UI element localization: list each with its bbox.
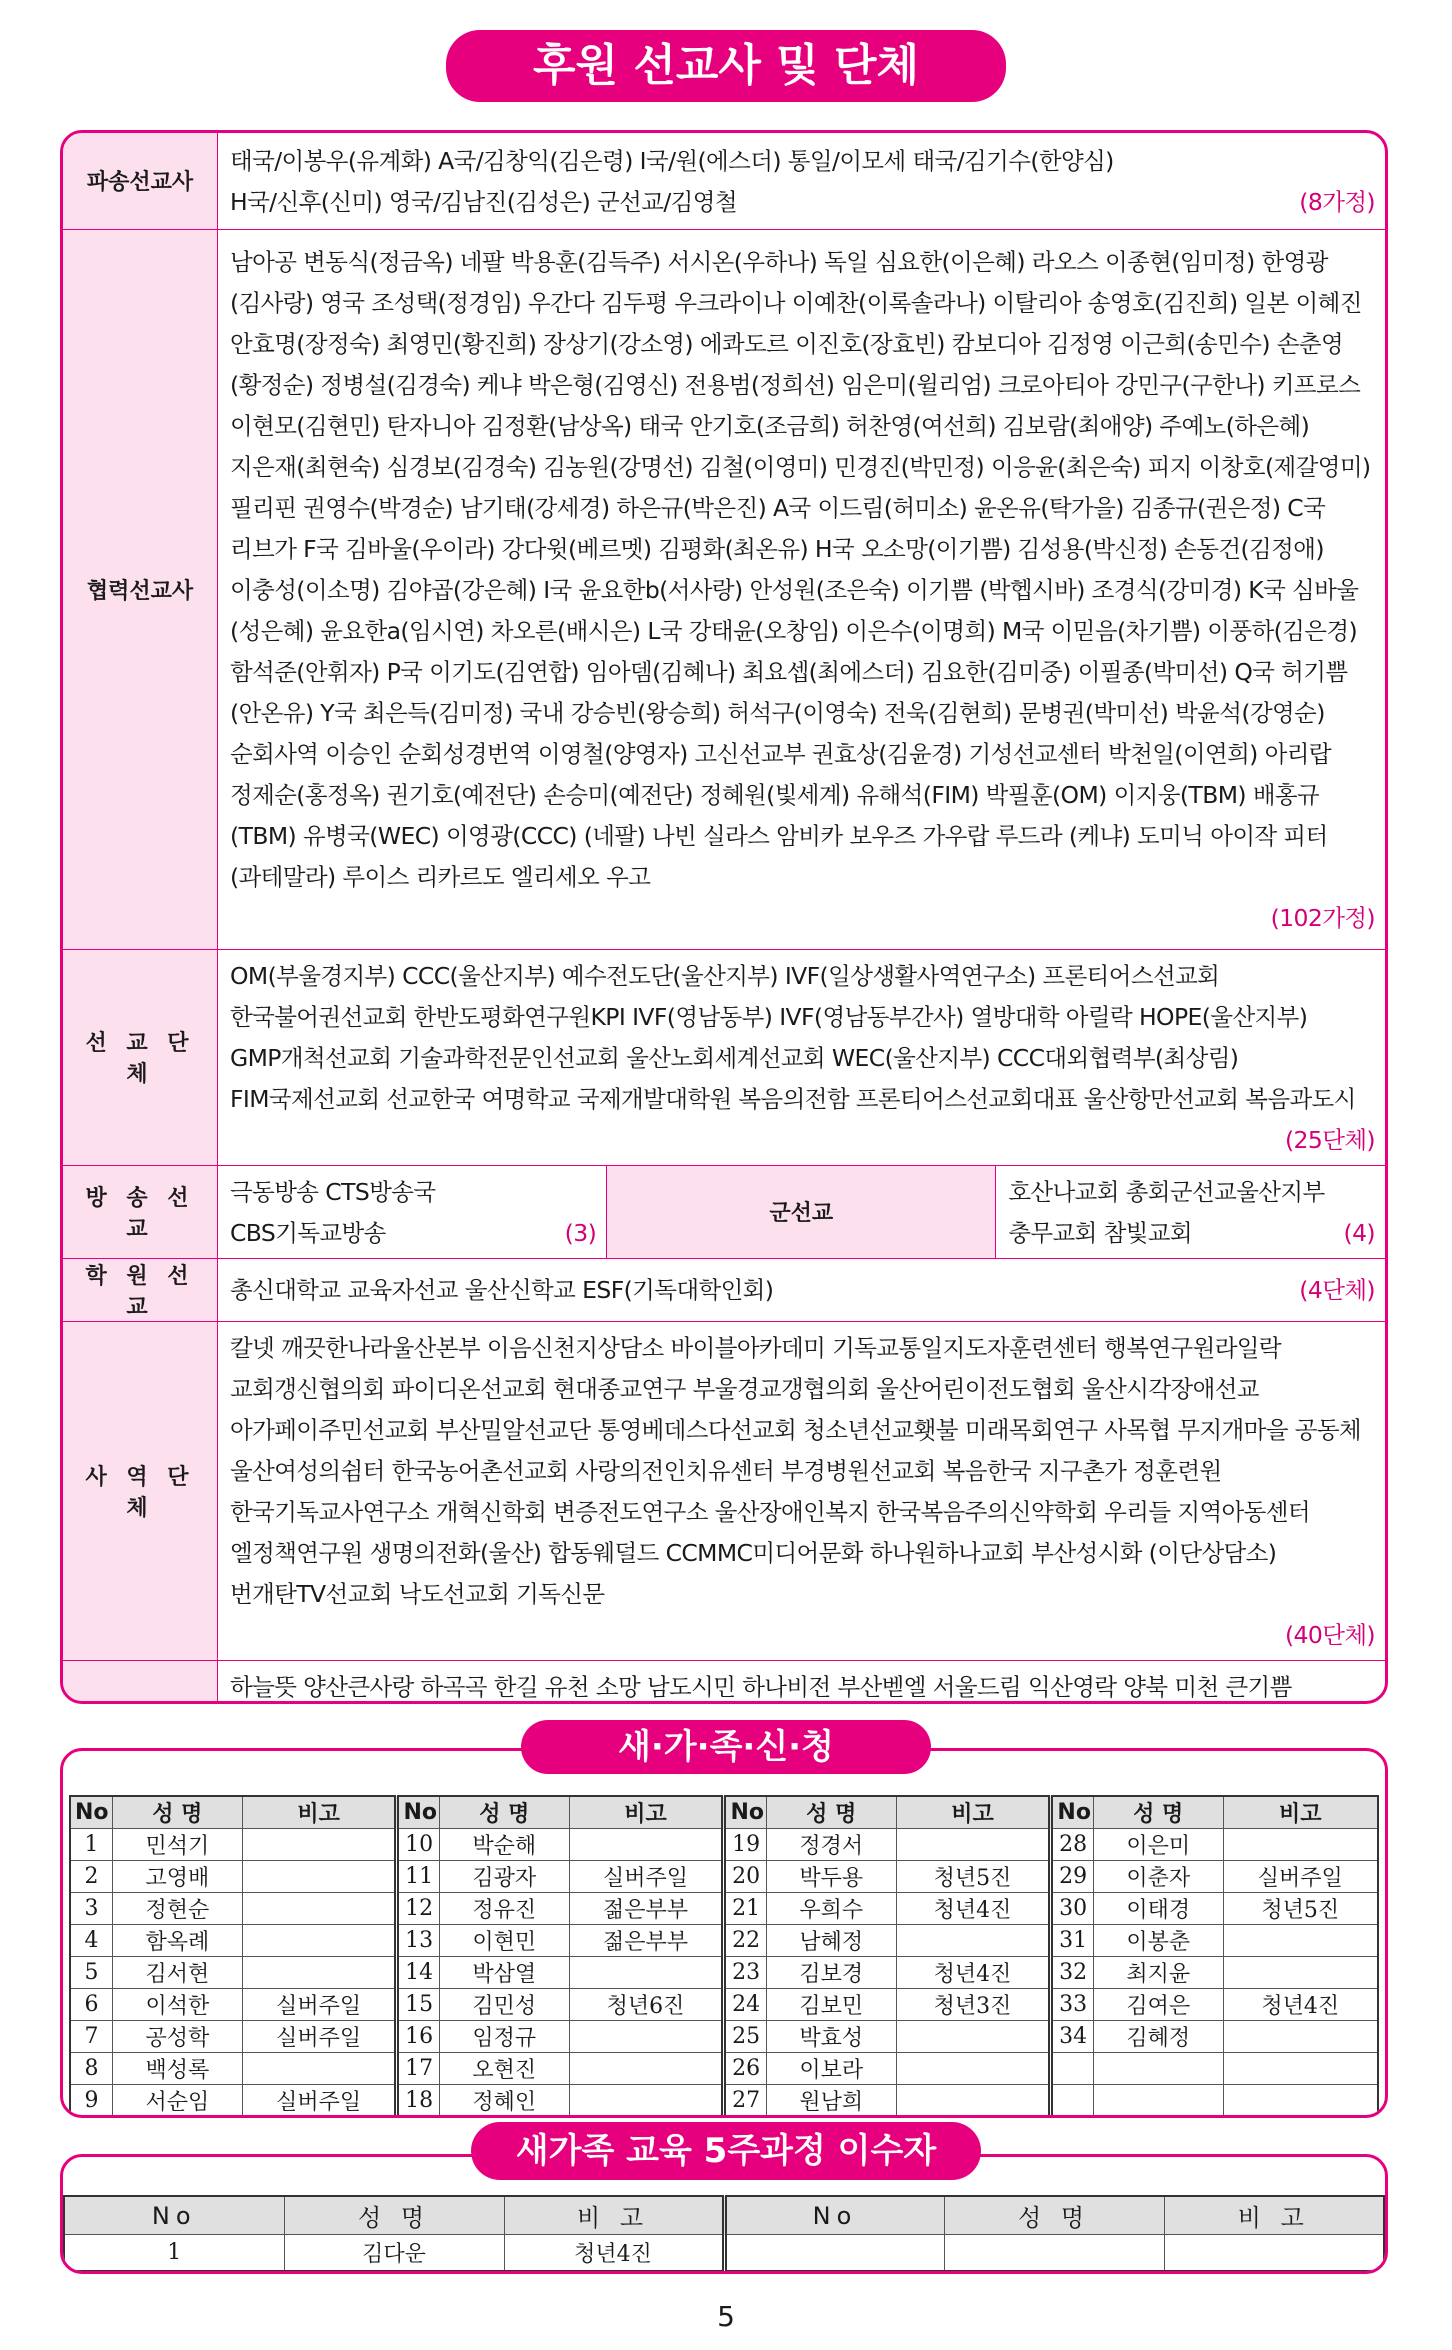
- member-name: 박효성: [766, 2021, 896, 2053]
- member-name: 김여은: [1093, 1989, 1223, 2021]
- member-no: 1: [70, 1829, 112, 1861]
- member-no: 14: [397, 1957, 439, 1989]
- member-note: [1223, 1957, 1378, 1989]
- member-no: 8: [70, 2053, 112, 2085]
- academic-count: (4단체): [1299, 1276, 1375, 1304]
- support-table: [63, 133, 1385, 1704]
- member-no: 34: [1051, 2021, 1093, 2053]
- edu-table: [63, 2195, 1385, 2272]
- edu-col-name: 성 명: [944, 2196, 1164, 2235]
- member-no: 4: [70, 1925, 112, 1957]
- col-no: No: [1051, 1796, 1093, 1829]
- member-name: 이석한: [112, 1989, 242, 2021]
- member-name: [1093, 2085, 1223, 2118]
- member-note: 청년5진: [896, 1861, 1051, 1893]
- member-name: 이은미: [1093, 1829, 1223, 1861]
- edu-title: 새가족 교육 5주과정 이수자: [471, 2122, 981, 2180]
- member-name: 공성학: [112, 2021, 242, 2053]
- dispatched-row: [63, 133, 1385, 229]
- member-name: 원남희: [766, 2085, 896, 2118]
- table-row: [70, 1861, 1378, 1893]
- edu-col-note: 비 고: [504, 2196, 724, 2235]
- col-note: 비고: [242, 1796, 397, 1829]
- member-note: 젊은부부: [569, 1893, 724, 1925]
- member-name: 이현민: [439, 1925, 569, 1957]
- member-name: 김민성: [439, 1989, 569, 2021]
- cooperating-count: (102가정): [1270, 903, 1375, 932]
- member-no: 33: [1051, 1989, 1093, 2021]
- member-note: [569, 1829, 724, 1861]
- orgs-text: OM(부울경지부) CCC(울산지부) 예수전도단(울산지부) IVF(일상생활사역연구소) 프론티어스선교회 한국불어권선교회 한반도평화연구원KPI IVF(영남동부) IVF(영남동부간사) 열방대학 아릴락 HOPE(울산지부) GMP개척선교회 기술과학전문인선교회 울산노회세계선교회 WEC(울산지부) CCC대외협력부(최상림) FIM국제선교회 선교한국 여명학교 국제개발대학원 복음의전함 프론티어스선교회대표 울산항만선교회 복음과도시: [230, 961, 1356, 1113]
- member-no: 16: [397, 2021, 439, 2053]
- edu-col-no: No: [64, 2196, 284, 2235]
- dispatched-line2: H국/신후(신미) 영국/김남진(김성은) 군선교/김영철: [230, 187, 737, 216]
- military-text: 호산나교회 총회군선교울산지부 충무교회 참빛교회: [1008, 1177, 1325, 1247]
- ministry-text: 칼넷 깨끗한나라울산본부 이음신천지상담소 바이블아카데미 기독교통일지도자훈련센터 행복연구원라일락 교회갱신협의회 파이디온선교회 현대종교연구 부울경교갱협의회 울산어린이전도협회 울산시각장애선교 아가페이주민선교회 부산밀알선교단 통영베데스다선교회 청소년선교횃불 미래목회연구 사목협 무지개마을 공동체 울산여성의쉼터 한국농어촌선교회 사랑의전인치유센터 부경병원선교회 복음한국 지구촌가 정훈련원 한국기독교사연구소 개혁신학회 변증전도연구소 울산장애인복지 한국복음주의신약학회 우리들 지역아동센터 엘정책연구원 생명의전화(울산) 합동웨덜드 CCMMC미디어문화 하나원하나교회 부산성시화 (이단상담소) 번개탄TV선교회 낙도선교회 기독신문: [230, 1333, 1362, 1608]
- col-name: 성 명: [439, 1796, 569, 1829]
- member-note: [1223, 1925, 1378, 1957]
- support-section: [60, 130, 1388, 1704]
- member-no: 11: [397, 1861, 439, 1893]
- member-note: [1223, 2085, 1378, 2118]
- edu-note: 청년4진: [504, 2235, 724, 2272]
- member-name: 박순해: [439, 1829, 569, 1861]
- table-row: [70, 1893, 1378, 1925]
- member-note: [569, 2053, 724, 2085]
- member-name: 이봉춘: [1093, 1925, 1223, 1957]
- edu-row: [64, 2235, 1384, 2272]
- member-note: [242, 2053, 397, 2085]
- col-note: 비고: [569, 1796, 724, 1829]
- member-note: [1223, 2021, 1378, 2053]
- member-no: 32: [1051, 1957, 1093, 1989]
- member-note: [242, 1925, 397, 1957]
- member-note: [569, 2085, 724, 2118]
- member-name: 김보민: [766, 1989, 896, 2021]
- ministry-count: (40단체): [1284, 1620, 1375, 1649]
- member-note: 청년5진: [1223, 1893, 1378, 1925]
- member-name: 김혜정: [1093, 2021, 1223, 2053]
- member-name: 임정규: [439, 2021, 569, 2053]
- member-no: 31: [1051, 1925, 1093, 1957]
- broadcast-text: 극동방송 CTS방송국 CBS기독교방송: [230, 1177, 436, 1247]
- page-title: 후원 선교사 및 단체: [446, 30, 1006, 102]
- member-no: 9: [70, 2085, 112, 2118]
- member-no: 27: [724, 2085, 766, 2118]
- member-no: [1051, 2053, 1093, 2085]
- col-name: 성 명: [1093, 1796, 1223, 1829]
- table-row: [70, 2021, 1378, 2053]
- member-name: 이보라: [766, 2053, 896, 2085]
- member-no: 25: [724, 2021, 766, 2053]
- table-row: [70, 1829, 1378, 1861]
- member-no: 5: [70, 1957, 112, 1989]
- dispatched-count: (8가정): [1299, 187, 1375, 216]
- member-note: 젊은부부: [569, 1925, 724, 1957]
- member-note: [896, 2085, 1051, 2118]
- academic-row: [63, 1258, 1385, 1321]
- edu-name: 김다운: [284, 2235, 504, 2272]
- member-no: 23: [724, 1957, 766, 1989]
- new-family-section: [60, 1748, 1388, 2118]
- member-no: 21: [724, 1893, 766, 1925]
- churches-label: [63, 1660, 218, 1704]
- member-name: 정경서: [766, 1829, 896, 1861]
- member-name: 박삼열: [439, 1957, 569, 1989]
- member-note: [242, 1893, 397, 1925]
- cooperating-text: 남아공 변동식(정금옥) 네팔 박용훈(김득주) 서시온(우하나) 독일 심요한(이은혜) 라오스 이종현(임미정) 한영광(김사랑) 영국 조성택(정경임) 우간다 김두평 우크라이나 이예찬(이록솔라나) 이탈리아 송영호(김진희) 일본 이혜진 안효명(장정숙) 최영민(황진희) 장상기(강소영) 에콰도르 이진호(장효빈) 캄보디아 김정영 이근희(송민수) 손춘영(황정순) 정병설(김경숙) 케냐 박은형(김영신) 전용범(정희선) 임은미(윌리엄) 크로아티아 강민구(구한나) 키프로스 이현모(김현민) 탄자니아 김정환(남상옥) 태국 안기호(조금희) 허찬영(여선희) 김보람(최애양) 주예노(하은혜) 지은재(최현숙) 심경보(김경숙) 김농원(강명선) 김철(이영미) 민경진(박민정) 이응윤(최은숙) 피지 이창호(제갈영미) 필리핀 권영수(박경순) 남기태(강세경) 하은규(박은진) A국 이드림(허미소) 윤온유(탁가을) 김종규(권은정) C국 리브가 F국 김바울(우이라) 강다윗(베르멧) 김평화(최온유) H국 오소망(이기쁨) 김성용(박신정) 손동건(김정애) 이충성(이소명) 김야곱(강은혜) I국 윤요한b(서사랑) 안성원(조은숙) 이기쁨 (박헵시바) 조경식(강미경) K국 심바울(성은혜) 윤요한a(임시연) 차오른(배시은) L국 강태윤(오창임) 이은수(이명희) M국 이믿음(차기쁨) 이풍하(김은경) 함석준(안휘자) P국 이기도(김연합) 임아뎀(김혜나) 최요셉(최에스더) 김요한(김미중) 이필종(박미선) Q국 허기쁨(안온유) Y국 최은득(김미정) 국내 강승빈(왕승희) 허석구(이영숙) 전욱(김현희) 문병권(박미선) 박윤석(강영순) 순회사역 이승인 순회성경번역 이영철(양영자) 고신선교부 권효상(김윤경) 기성선교센터 박천일(이연희) 아리랍 정제순(홍정옥) 권기호(예전단) 손승미(예전단) 정혜원(빛세계) 유해석(FIM) 박필훈(OM) 이지웅(TBM) 배홍규(TBM) 유병국(WEC) 이영광(CCC) (네팔) 나빈 실라스 암비카 보우즈 가우랍 루드라 (케냐) 도미닉 아이작 피터 (과테말라) 루이스 리카르도 엘리세오 우고: [230, 247, 1371, 891]
- member-note: 실버주일: [1223, 1861, 1378, 1893]
- member-no: 17: [397, 2053, 439, 2085]
- cooperating-row: [63, 229, 1385, 949]
- table-row: [70, 1989, 1378, 2021]
- member-no: 26: [724, 2053, 766, 2085]
- member-note: [242, 1861, 397, 1893]
- ministry-label: 사 역 단 체: [63, 1321, 218, 1660]
- col-no: No: [397, 1796, 439, 1829]
- cooperating-label: 협력선교사: [63, 229, 218, 949]
- member-note: 청년3진: [896, 1989, 1051, 2021]
- col-note: 비고: [896, 1796, 1051, 1829]
- military-label: 군선교: [607, 1165, 996, 1258]
- ministry-row: [63, 1321, 1385, 1660]
- member-no: 2: [70, 1861, 112, 1893]
- member-note: 실버주일: [242, 1989, 397, 2021]
- edu-header: [64, 2196, 1384, 2235]
- member-name: 백성록: [112, 2053, 242, 2085]
- member-note: 청년6진: [569, 1989, 724, 2021]
- member-note: [896, 1925, 1051, 1957]
- academic-text: 총신대학교 교육자선교 울산신학교 ESF(기독대학인회): [230, 1276, 774, 1304]
- dispatched-label: 파송선교사: [63, 133, 218, 229]
- col-no: No: [70, 1796, 112, 1829]
- member-note: [242, 1957, 397, 1989]
- churches-text: 하늘뜻 양산큰사랑 하곡곡 한길 유천 소망 남도시민 하나비전 부산벧엘 서울드림 익산영락 양북 미천 큰기쁨: [230, 1672, 1292, 1701]
- member-name: 이태경: [1093, 1893, 1223, 1925]
- member-note: [896, 2021, 1051, 2053]
- member-name: 고영배: [112, 1861, 242, 1893]
- new-family-header: [70, 1796, 1378, 1829]
- table-row: [70, 1957, 1378, 1989]
- member-note: [1223, 1829, 1378, 1861]
- edu-col-note: 비 고: [1164, 2196, 1384, 2235]
- member-no: 24: [724, 1989, 766, 2021]
- member-no: 30: [1051, 1893, 1093, 1925]
- member-name: [1093, 2053, 1223, 2085]
- edu-note: [1164, 2235, 1384, 2272]
- member-name: 이춘자: [1093, 1861, 1223, 1893]
- member-note: [1223, 2053, 1378, 2085]
- member-name: 김서현: [112, 1957, 242, 1989]
- col-name: 성 명: [766, 1796, 896, 1829]
- member-note: [896, 1829, 1051, 1861]
- member-note: 청년4진: [1223, 1989, 1378, 2021]
- orgs-label: 선 교 단 체: [63, 949, 218, 1165]
- member-note: [896, 2053, 1051, 2085]
- member-no: 10: [397, 1829, 439, 1861]
- member-no: 13: [397, 1925, 439, 1957]
- page-number: 5: [717, 2300, 735, 2333]
- edu-col-no: No: [724, 2196, 944, 2235]
- member-note: [569, 2021, 724, 2053]
- member-no: 22: [724, 1925, 766, 1957]
- edu-col-name: 성 명: [284, 2196, 504, 2235]
- member-note: [569, 1957, 724, 1989]
- broadcast-row: [63, 1165, 1385, 1258]
- col-note: 비고: [1223, 1796, 1378, 1829]
- member-name: 함옥례: [112, 1925, 242, 1957]
- new-family-table: [69, 1795, 1379, 2118]
- member-name: 박두용: [766, 1861, 896, 1893]
- orgs-count: (25단체): [1284, 1125, 1375, 1154]
- member-no: 12: [397, 1893, 439, 1925]
- broadcast-count: (3): [564, 1218, 597, 1247]
- member-no: 6: [70, 1989, 112, 2021]
- member-name: 정현순: [112, 1893, 242, 1925]
- member-name: 서순임: [112, 2085, 242, 2118]
- member-name: 정유진: [439, 1893, 569, 1925]
- broadcast-label: 방 송 선 교: [63, 1165, 218, 1258]
- member-name: 우희수: [766, 1893, 896, 1925]
- member-no: 29: [1051, 1861, 1093, 1893]
- member-name: 최지윤: [1093, 1957, 1223, 1989]
- orgs-row: [63, 949, 1385, 1165]
- table-row: [70, 2085, 1378, 2118]
- member-no: 3: [70, 1893, 112, 1925]
- col-name: 성 명: [112, 1796, 242, 1829]
- member-no: 20: [724, 1861, 766, 1893]
- table-row: [70, 1925, 1378, 1957]
- member-note: 실버주일: [242, 2021, 397, 2053]
- new-family-title: 새·가·족·신·청: [521, 1720, 931, 1774]
- edu-no: 1: [64, 2235, 284, 2272]
- military-count: (4): [1343, 1218, 1375, 1247]
- edu-no: [724, 2235, 944, 2272]
- member-no: 28: [1051, 1829, 1093, 1861]
- member-name: 남혜정: [766, 1925, 896, 1957]
- member-no: 7: [70, 2021, 112, 2053]
- table-row: [70, 2053, 1378, 2085]
- member-note: 청년4진: [896, 1957, 1051, 1989]
- member-no: 19: [724, 1829, 766, 1861]
- member-no: [1051, 2085, 1093, 2118]
- member-note: 실버주일: [242, 2085, 397, 2118]
- member-name: 정혜인: [439, 2085, 569, 2118]
- member-name: 민석기: [112, 1829, 242, 1861]
- member-no: 18: [397, 2085, 439, 2118]
- dispatched-line1: 태국/이봉우(유계화) A국/김창익(김은령) I국/원(에스더) 통일/이모세 태국/김기수(한양심): [230, 146, 1114, 175]
- col-no: No: [724, 1796, 766, 1829]
- member-name: 김보경: [766, 1957, 896, 1989]
- edu-name: [944, 2235, 1164, 2272]
- academic-label: 학 원 선 교: [63, 1258, 218, 1321]
- member-note: 실버주일: [569, 1861, 724, 1893]
- member-note: 청년4진: [896, 1893, 1051, 1925]
- member-no: 15: [397, 1989, 439, 2021]
- member-name: 오현진: [439, 2053, 569, 2085]
- member-name: 김광자: [439, 1861, 569, 1893]
- churches-row: [63, 1660, 1385, 1704]
- member-note: [242, 1829, 397, 1861]
